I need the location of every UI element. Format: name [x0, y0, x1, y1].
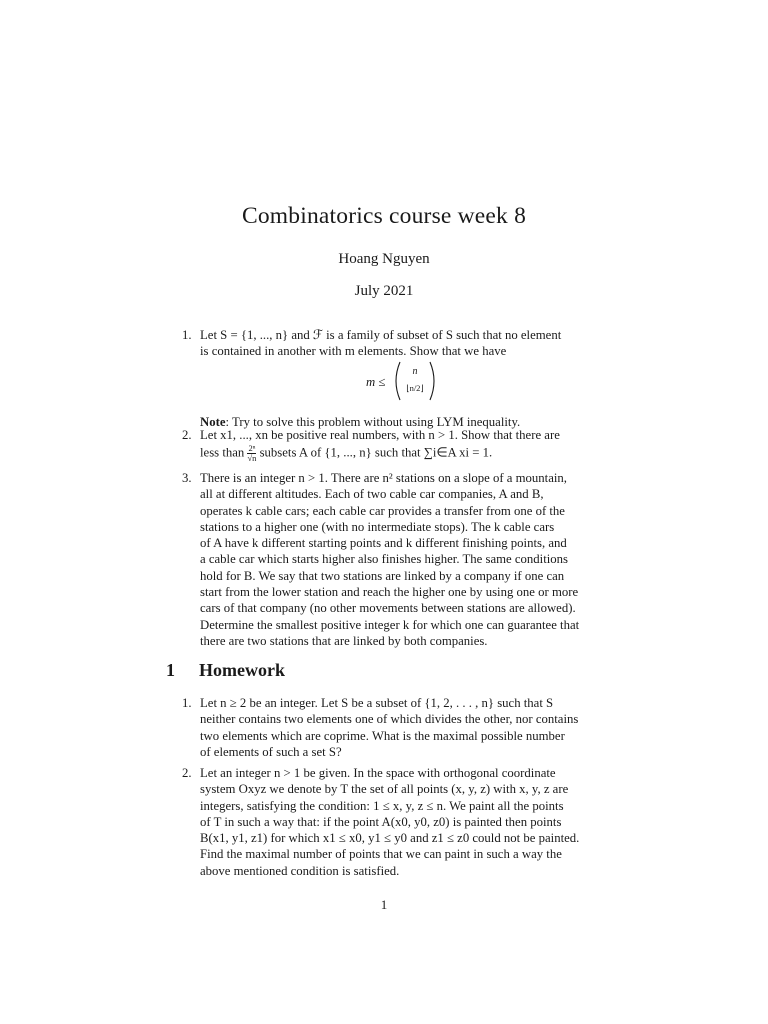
homework-2-line: of T in such a way that: if the point A(x0, y0, z0) is painted then points — [200, 814, 562, 829]
inequality-lhs: m ≤ — [366, 374, 386, 389]
problem-2-line-1: Let x1, ..., xn be positive real numbers, with n > 1. Show that there are — [200, 428, 560, 442]
homework-1 — [182, 695, 600, 760]
problem-1-line-1: Let S = {1, ..., n} and ℱ is a family of subset of S such that no element — [200, 328, 562, 342]
problem-1-line-2: is contained in another with m elements. Show that we have — [200, 344, 507, 359]
problem-3-line: cars of that company (no other movements between stations are allowed). — [200, 601, 576, 616]
problem-2-text-pre: less than — [200, 445, 245, 460]
homework-2-line: system Oxyz we denote by T the set of all points (x, y, z) with x, y, z are — [200, 782, 569, 797]
problem-3-line: hold for B. We say that two stations are linked by a company if one can — [200, 568, 565, 583]
binomial-inequality — [200, 360, 600, 406]
fraction-denominator: √n — [247, 453, 257, 464]
problem-3 — [182, 470, 600, 649]
homework-1-line: Let n ≥ 2 be an integer. Let S be a subset of {1, 2, . . . , n} such that S — [200, 696, 554, 710]
page-number: 1 — [380, 897, 388, 912]
homework-1-line: of elements of such a set S? — [200, 744, 342, 759]
section-number: 1 — [166, 660, 175, 680]
problem-3-line: a cable car which starts higher also finishes higher. The same conditions — [200, 552, 568, 567]
problem-3-line: stations to a higher one (with no intermediate stops). The k cable cars — [200, 519, 555, 534]
document-author: Hoang Nguyen — [338, 251, 430, 267]
problem-number: 2. — [182, 428, 192, 442]
homework-number: 2. — [182, 766, 192, 780]
problem-3-line: operates k cable cars; each cable car provides a transfer from one of the — [200, 503, 565, 518]
binomial-top: n — [412, 365, 418, 377]
section-title: Homework — [199, 660, 285, 680]
problem-3-line: start from the lower station and reach the higher one by using one or more — [200, 585, 579, 600]
binomial-bottom: ⌊n/2⌋ — [406, 382, 424, 393]
problem-3-line: Determine the smallest positive integer k for which one can guarantee that — [200, 617, 580, 632]
note-label: Note — [200, 414, 226, 429]
section-heading — [166, 660, 285, 681]
problem-3-line: there are two stations that are linked by both companies. — [200, 633, 488, 648]
problem-3-line: There is an integer n > 1. There are n² stations on a slope of a mountain, — [200, 471, 567, 485]
homework-2-line: above mentioned condition is satisfied. — [200, 863, 400, 878]
problem-3-line: of A have k different starting points and k different finishing points, and — [200, 536, 567, 551]
document-title: Combinatorics course week 8 — [241, 203, 527, 229]
homework-2 — [182, 765, 600, 879]
homework-2-line: B(x1, y1, z1) for which x1 ≤ x0, y1 ≤ y0 and z1 ≤ z0 could not be painted. — [200, 831, 580, 846]
problem-number: 3. — [182, 471, 192, 485]
problem-2-text-post: subsets A of {1, ..., n} such that ∑i∈A xi = 1. — [259, 445, 493, 460]
problem-number: 1. — [182, 328, 192, 342]
problem-2 — [182, 427, 600, 464]
fraction-numerator: 2ⁿ — [248, 443, 256, 454]
problem-2-line-2 — [200, 444, 600, 463]
document-date: July 2021 — [354, 283, 414, 299]
homework-2-line: Find the maximal number of points that we can paint in such a way the — [200, 847, 562, 862]
homework-1-line: neither contains two elements one of which divides the other, nor contains — [200, 712, 579, 727]
homework-number: 1. — [182, 696, 192, 710]
problem-3-line: all at different altitudes. Each of two cable car companies, A and B, — [200, 487, 544, 502]
homework-2-line: Let an integer n > 1 be given. In the space with orthogonal coordinate — [200, 766, 556, 780]
problem-1 — [182, 327, 600, 430]
note-text: : Try to solve this problem without using LYM inequality. — [225, 414, 521, 429]
homework-2-line: integers, satisfying the condition: 1 ≤ x, y, z ≤ n. We paint all the points — [200, 798, 564, 813]
binomial-coefficient — [392, 360, 438, 402]
fraction-2n-over-sqrt-n — [247, 444, 256, 463]
homework-1-line: two elements which are coprime. What is the maximal possible number — [200, 728, 565, 743]
